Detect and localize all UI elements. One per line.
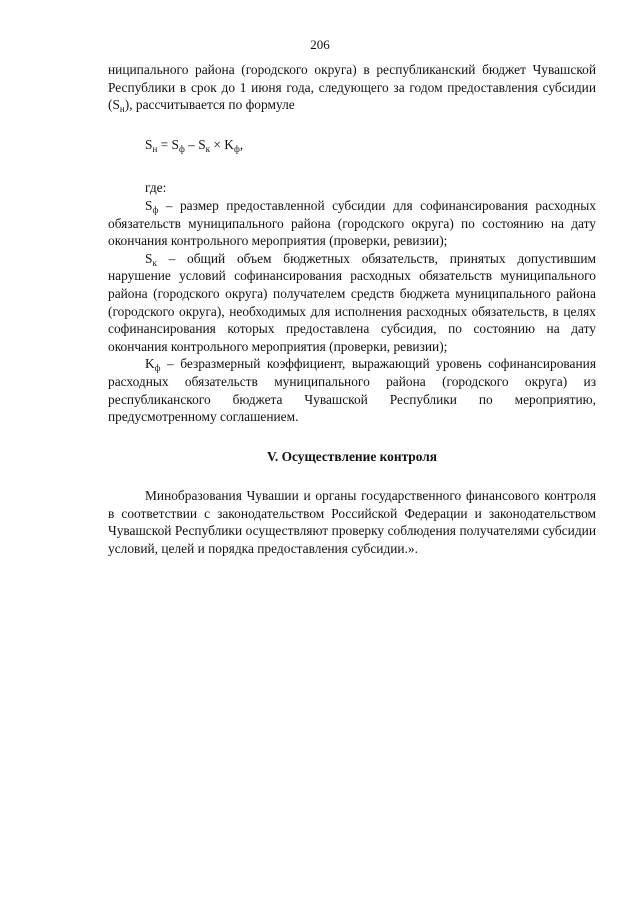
definition-subscript: ф	[154, 363, 161, 374]
definition-text: – безразмерный коэффициент, выражающий уровень софинансирования расходных обязательств муниципального района (городского округа) из республиканского бюджета Чувашской Республики по мероприятию, предусмотренному соглашением.	[108, 356, 596, 425]
definition-item	[108, 250, 596, 356]
formula-subscript: ф	[178, 143, 185, 154]
definition-item	[108, 197, 596, 250]
section-heading: V. Осуществление контроля	[266, 448, 438, 464]
formula-times: × K	[210, 136, 234, 152]
where-label: где:	[145, 180, 167, 196]
formula-equals: = S	[157, 136, 179, 152]
intro-paragraph	[108, 61, 596, 114]
definition-item	[108, 355, 596, 425]
formula-symbol: S	[145, 136, 153, 152]
definition-symbol: S	[145, 197, 153, 213]
intro-subscript: н	[119, 104, 125, 115]
definition-subscript: ф	[152, 204, 159, 215]
formula	[145, 136, 596, 154]
intro-text: ниципального района (городского округа) в республиканский бюджет Чувашской Республики в срок до 1 июня года, следующего за годом предоставления субсидии (S	[108, 62, 596, 113]
formula-subscript: н	[152, 143, 158, 154]
definition-text: – общий объем бюджетных обязательств, принятых допустившим нарушение условий софинансирования расходных обязательств муниципального района (городского округа) получателем средств бюджета муниципального района (городского округа), необходимых для исполнения расходных обязательств, в целях софинансирования которых предоставлена субсидия, по состоянию на дату окончания контрольного мероприятия (проверки, ревизии);	[108, 250, 596, 354]
formula-subscript: ф	[233, 143, 240, 154]
formula-end: ,	[239, 136, 244, 152]
definition-symbol: S	[145, 250, 153, 266]
definition-subscript: к	[152, 257, 157, 268]
control-paragraph: Минобразования Чувашии и органы государственного финансового контроля в соответствии с законодательством Российской Федерации и законодательством Чувашской Республики осуществляют проверку соблюдения получателями субсидии условий, целей и порядка предоставления субсидии.».	[108, 488, 596, 557]
page-number: 206	[310, 37, 330, 52]
formula-minus: – S	[184, 136, 206, 152]
definition-symbol: K	[145, 356, 155, 372]
intro-tail: ), рассчитывается по формуле	[124, 97, 295, 113]
document-body	[108, 61, 596, 558]
formula-subscript: к	[205, 143, 211, 154]
definition-text: – размер предоставленной субсидии для софинансирования расходных обязательств муниципального района (городского округа) по состоянию на дату окончания контрольного мероприятия (проверки, ревизии);	[108, 197, 596, 249]
